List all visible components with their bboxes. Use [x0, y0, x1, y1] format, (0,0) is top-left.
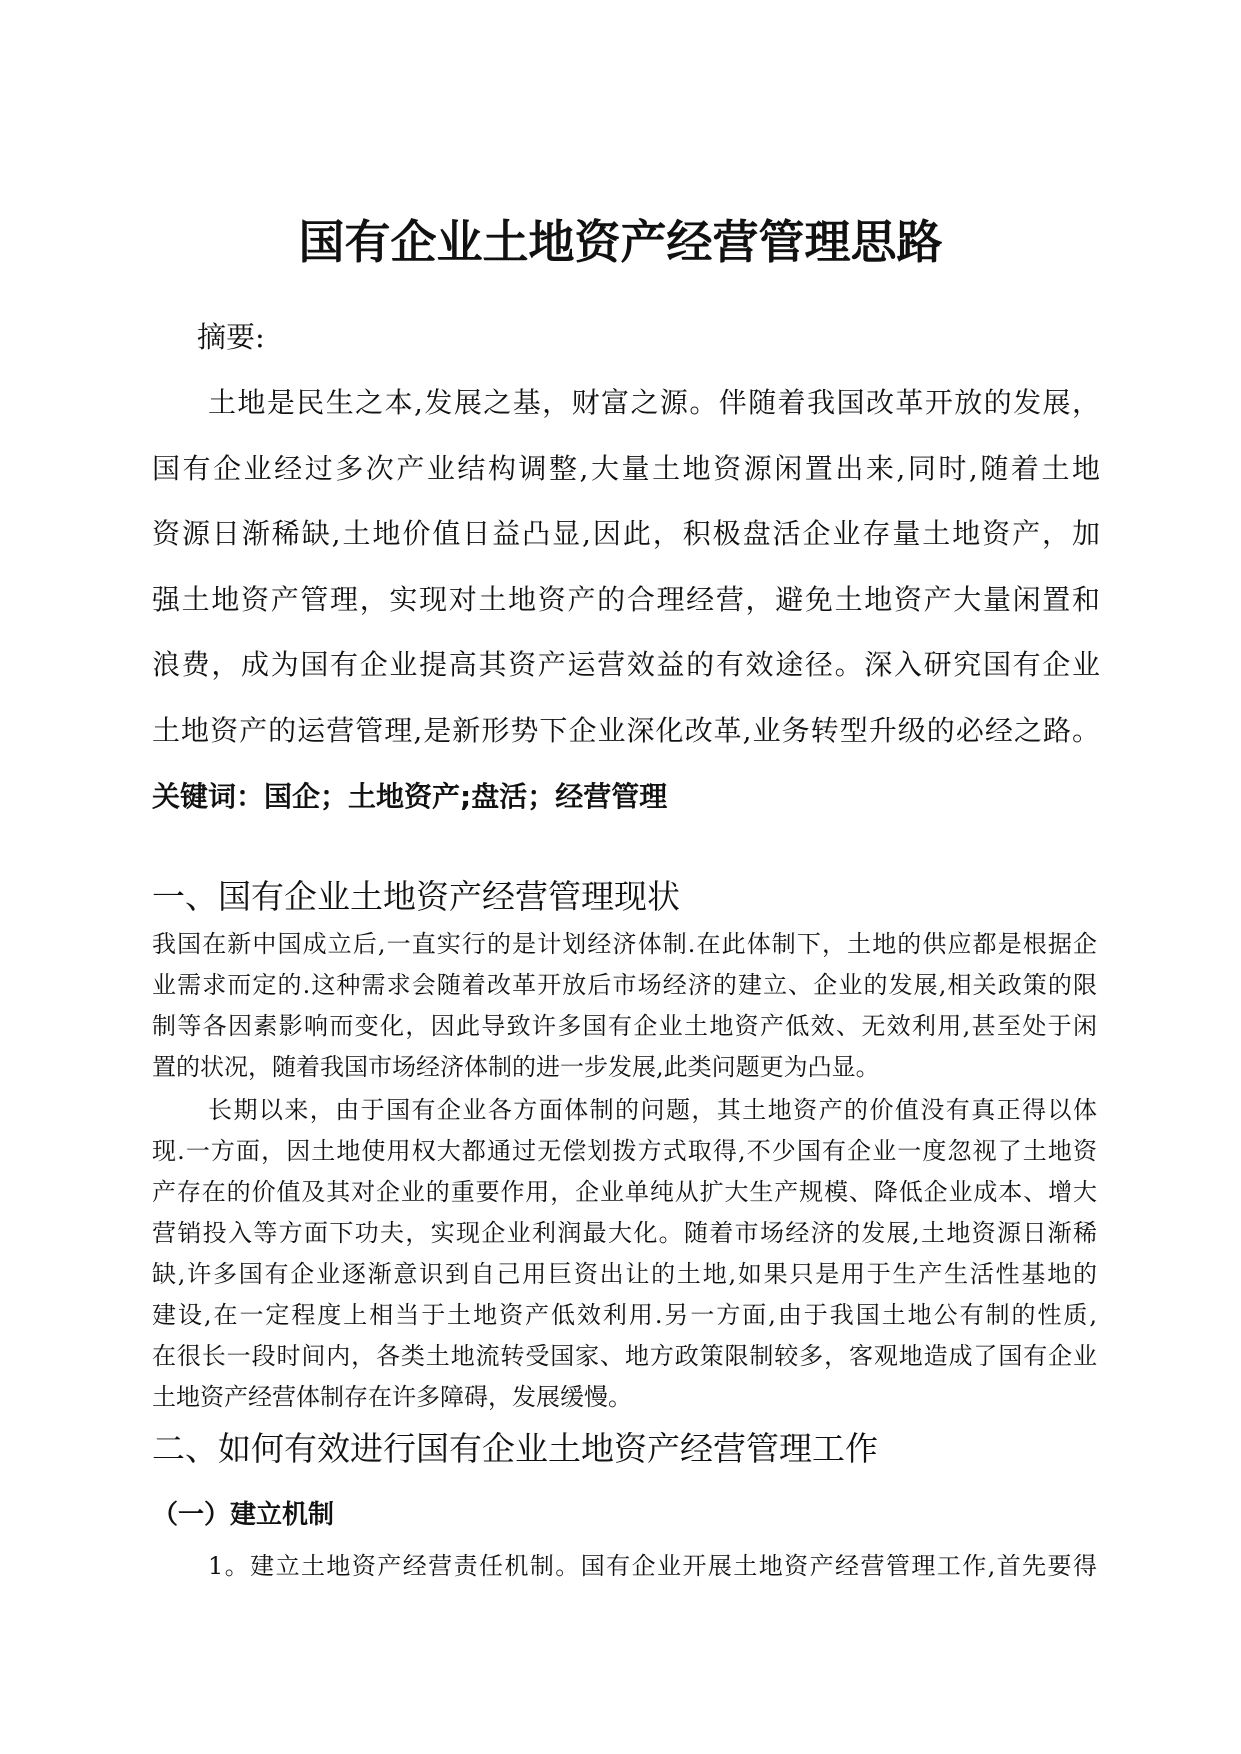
paragraph-line: 营销投入等方面下功夫，实现企业利润最大化。随着市场经济的发展,土地资源日渐稀: [152, 1219, 1097, 1247]
paragraph-line: 建设,在一定程度上相当于土地资产低效利用.另一方面,由于我国土地公有制的性质,: [152, 1301, 1097, 1329]
section-heading-1: 一、国有企业土地资产经营管理现状: [152, 877, 680, 916]
document-title: 国有企业土地资产经营管理思路: [298, 215, 943, 269]
paragraph-line: 业需求而定的.这种需求会随着改革开放后市场经济的建立、企业的发展,相关政策的限: [152, 971, 1097, 999]
abstract-line: 土地是民生之本,发展之基，财富之源。伴随着我国改革开放的发展，: [208, 386, 1100, 419]
paragraph-line: 我国在新中国成立后,一直实行的是计划经济体制.在此体制下，土地的供应都是根据企: [152, 930, 1097, 958]
paragraph: [152, 1090, 1097, 1418]
paragraph-line: 现.一方面，因土地使用权大都通过无偿划拨方式取得,不少国有企业一度忽视了土地资: [152, 1137, 1097, 1165]
abstract-line: 强土地资产管理，实现对土地资产的合理经营，避免土地资产大量闲置和: [152, 582, 1100, 616]
paragraph-line: 缺,许多国有企业逐渐意识到自己用巨资出让的土地,如果只是用于生产生活性基地的: [152, 1260, 1097, 1288]
abstract-line: 国有企业经过多次产业结构调整,大量土地资源闲置出来,同时,随着土地: [152, 451, 1100, 485]
abstract-paragraph: [152, 370, 1100, 763]
paragraph-line: 产存在的价值及其对企业的重要作用，企业单纯从扩大生产规模、降低企业成本、增大: [152, 1178, 1097, 1206]
keywords-line: 关键词：国企；土地资产;盘活；经营管理: [152, 780, 668, 813]
paragraph: [152, 924, 1097, 1088]
paragraph-line: 制等各因素影响而变化，因此导致许多国有企业土地资产低效、无效利用,甚至处于闲: [152, 1012, 1097, 1040]
paragraph-line: 在很长一段时间内，各类土地流转受国家、地方政策限制较多，客观地造成了国有企业: [152, 1342, 1097, 1370]
abstract-label: 摘要:: [197, 320, 265, 354]
paragraph-line: 1。建立土地资产经营责任机制。国有企业开展土地资产经营管理工作,首先要得: [208, 1552, 1097, 1580]
paragraph-line: 土地资产经营体制存在许多障碍，发展缓慢。: [152, 1383, 632, 1411]
paragraph-line: 长期以来，由于国有企业各方面体制的问题，其土地资产的价值没有真正得以体: [208, 1096, 1097, 1124]
paragraph-line: 置的状况，随着我国市场经济体制的进一步发展,此类问题更为凸显。: [152, 1053, 880, 1081]
abstract-line: 资源日渐稀缺,土地价值日益凸显,因此，积极盘活企业存量土地资产，加: [152, 517, 1100, 550]
abstract-line: 土地资产的运营管理,是新形势下企业深化改革,业务转型升级的必经之路。: [152, 713, 1100, 747]
abstract-line: 浪费，成为国有企业提高其资产运营效益的有效途径。深入研究国有企业: [152, 648, 1100, 681]
paragraph: [152, 1546, 1097, 1587]
section-heading-2: 二、如何有效进行国有企业土地资产经营管理工作: [152, 1429, 878, 1468]
subsection-heading: （一）建立机制: [152, 1500, 335, 1530]
